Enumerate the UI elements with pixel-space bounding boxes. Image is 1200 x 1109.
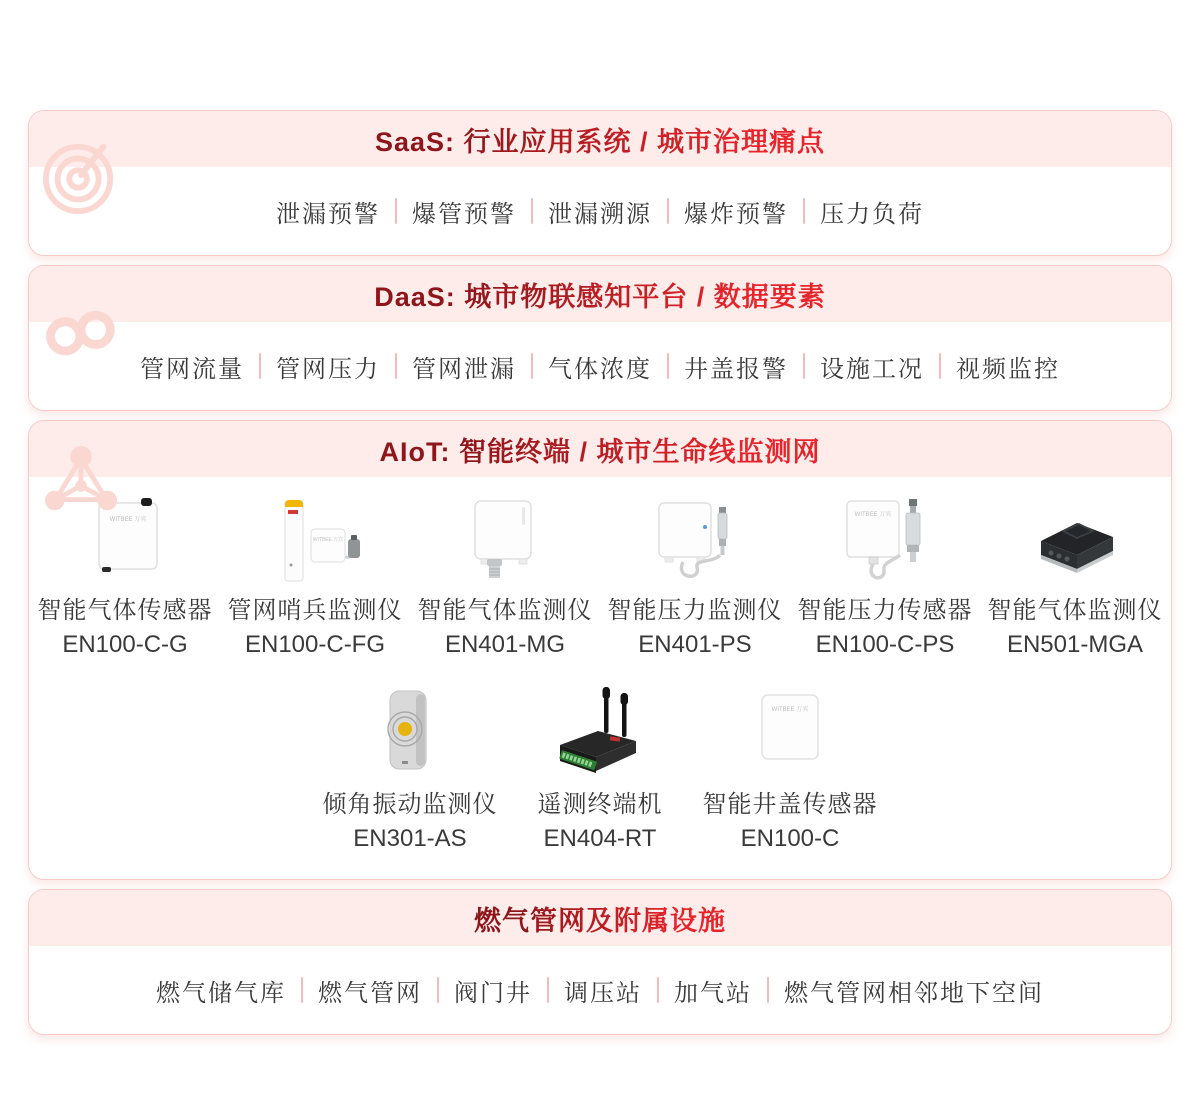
saas-title: SaaS: 行业应用系统 / 城市治理痛点 (375, 120, 825, 159)
daas-title: DaaS: 城市物联感知平台 / 数据要素 (374, 275, 826, 314)
product-name: 遥测终端机 (537, 791, 663, 818)
item-separator (531, 353, 533, 379)
saas-item: 压力负荷 (820, 200, 924, 228)
svg-text:WITBEE 万宾: WITBEE 万宾 (771, 707, 809, 713)
product-model: EN404-RT (543, 825, 657, 852)
item-separator (395, 353, 397, 379)
saas-card-body (29, 167, 1171, 255)
daas-item: 视频监控 (956, 355, 1060, 383)
daas-item: 管网流量 (140, 355, 244, 383)
device-image-pipeline-sentinel (255, 493, 375, 585)
product-en100-c-fg (220, 493, 410, 661)
product-en401-mg (410, 493, 600, 661)
product-model: EN401-PS (638, 631, 752, 658)
saas-item: 泄漏溯源 (548, 200, 652, 228)
item-separator (547, 977, 549, 1003)
daas-item: 井盖报警 (684, 355, 788, 383)
product-name: 智能气体监测仪 (987, 597, 1163, 624)
device-image-manhole-sensor (730, 687, 850, 779)
daas-item: 设施工况 (820, 355, 924, 383)
saas-item: 爆炸预警 (684, 200, 788, 228)
item-separator (767, 977, 769, 1003)
infra-title: 燃气管网及附属设施 (474, 899, 726, 938)
product-model: EN100-C (740, 825, 840, 852)
infra-card-header (29, 890, 1171, 946)
infra-item: 燃气管网 (318, 979, 422, 1007)
product-model: EN100-C-G (62, 631, 188, 658)
svg-text:WITBEE 万宾: WITBEE 万宾 (854, 512, 892, 518)
daas-card-body (29, 322, 1171, 410)
aiot-card-body (29, 477, 1171, 879)
daas-item: 气体浓度 (548, 355, 652, 383)
product-model: EN301-AS (353, 825, 467, 852)
product-en301-as (315, 687, 505, 855)
infra-items-row (156, 973, 1044, 1008)
product-en501-mga (980, 493, 1170, 661)
device-image-gas-monitor (445, 493, 565, 585)
item-separator (259, 353, 261, 379)
infra-item: 阀门井 (454, 979, 532, 1007)
product-en404-rt (505, 687, 695, 855)
saas-item: 泄漏预警 (276, 200, 380, 228)
infra-item: 燃气储气库 (156, 979, 286, 1007)
aiot-product-row-1 (29, 493, 1171, 661)
item-separator (395, 198, 397, 224)
product-name: 智能压力传感器 (797, 597, 973, 624)
product-name: 智能井盖传感器 (702, 791, 878, 818)
aiot-card (28, 420, 1172, 880)
item-separator (803, 353, 805, 379)
daas-item: 管网泄漏 (412, 355, 516, 383)
product-name: 智能压力监测仪 (607, 597, 783, 624)
product-en401-ps (600, 493, 790, 661)
infra-item: 燃气管网相邻地下空间 (784, 979, 1044, 1007)
svg-text:WITBEE 万宾: WITBEE 万宾 (312, 537, 344, 543)
product-en100-c (695, 687, 885, 855)
product-en100-c-g (30, 493, 220, 661)
device-image-gas-analyzer (1015, 493, 1135, 585)
device-image-pressure-sensor (825, 493, 945, 585)
saas-card (28, 110, 1172, 256)
daas-item: 管网压力 (276, 355, 380, 383)
product-en100-c-ps (790, 493, 980, 661)
product-model: EN100-C-FG (244, 631, 386, 658)
device-image-telemetry-terminal (540, 687, 660, 779)
infra-card-body (29, 946, 1171, 1034)
product-model: EN100-C-PS (815, 631, 955, 658)
aiot-product-row-2 (29, 687, 1171, 855)
infra-card (28, 889, 1172, 1035)
product-name: 智能气体传感器 (37, 597, 213, 624)
infra-item: 加气站 (674, 979, 752, 1007)
item-separator (667, 353, 669, 379)
item-separator (657, 977, 659, 1003)
product-name: 倾角振动监测仪 (322, 791, 498, 818)
aiot-card-header (29, 421, 1171, 477)
saas-card-header (29, 111, 1171, 167)
item-separator (301, 977, 303, 1003)
daas-items-row (140, 349, 1060, 384)
product-model: EN501-MGA (1006, 631, 1144, 658)
svg-text:WITBEE 万宾: WITBEE 万宾 (109, 517, 147, 523)
item-separator (667, 198, 669, 224)
product-name: 管网哨兵监测仪 (227, 597, 403, 624)
daas-card (28, 265, 1172, 411)
device-image-pressure-monitor (635, 493, 755, 585)
item-separator (939, 353, 941, 379)
device-image-tilt-vibration-monitor (350, 687, 470, 779)
saas-items-row (276, 194, 924, 229)
layer-stack (28, 110, 1172, 1035)
device-image-gas-sensor (65, 493, 185, 585)
saas-item: 爆管预警 (412, 200, 516, 228)
aiot-title: AIoT: 智能终端 / 城市生命线监测网 (380, 430, 821, 469)
item-separator (803, 198, 805, 224)
infra-item: 调压站 (564, 979, 642, 1007)
product-model: EN401-MG (444, 631, 566, 658)
item-separator (437, 977, 439, 1003)
item-separator (531, 198, 533, 224)
product-name: 智能气体监测仪 (417, 597, 593, 624)
daas-card-header (29, 266, 1171, 322)
